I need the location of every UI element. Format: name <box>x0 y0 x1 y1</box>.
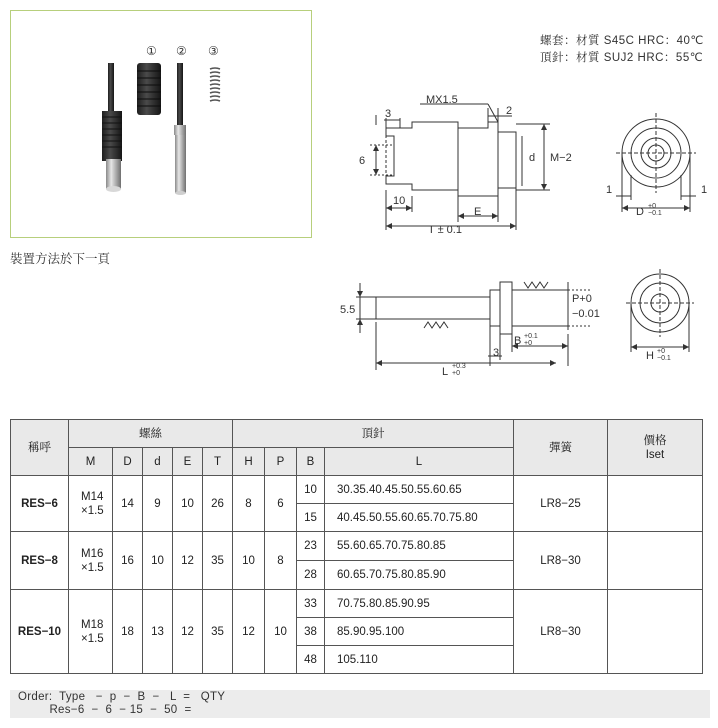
cell-name: RES−6 <box>11 476 69 532</box>
cell-price <box>608 532 703 590</box>
cell-t: 26 <box>203 476 233 532</box>
header-col-p: P <box>265 448 297 476</box>
cell-d-lower: 13 <box>143 590 173 674</box>
header-col-b: B <box>297 448 325 476</box>
cell-h: 10 <box>233 532 265 590</box>
header-pin: 頂針 <box>233 420 514 448</box>
dim-h-tol-lower: −0.1 <box>657 355 671 362</box>
dim-1-right: 1 <box>701 184 708 196</box>
cell-p: 8 <box>265 532 297 590</box>
cell-m-size: M18 <box>81 618 104 631</box>
cell-m <box>69 590 113 674</box>
dim-t-top: T ± 0.1 <box>428 224 462 236</box>
dim-d-top: d <box>529 152 536 164</box>
header-price <box>608 420 703 476</box>
cell-spring: LR8−30 <box>514 532 608 590</box>
order-format-line: Order: Type − p − B − L = QTY <box>18 691 226 703</box>
cell-d-upper: 18 <box>113 590 143 674</box>
cell-price <box>608 590 703 674</box>
cell-name: RES−8 <box>11 532 69 590</box>
dim-d-tol-lower: −0.1 <box>648 210 662 217</box>
dim-thread-label: MX1.5 <box>426 94 458 106</box>
cell-l: 30.35.40.45.50.55.60.65 <box>325 476 514 504</box>
cell-price <box>608 476 703 532</box>
header-price-unit: Iset <box>645 448 665 461</box>
dim-2-top: 2 <box>506 105 513 117</box>
dim-d-end: D <box>636 206 644 218</box>
header-col-e: E <box>173 448 203 476</box>
header-col-h: H <box>233 448 265 476</box>
header-col-l: L <box>325 448 514 476</box>
cell-l: 55.60.65.70.75.80.85 <box>325 532 514 561</box>
dim-l-lower: +0 <box>452 370 460 377</box>
install-note: 裝置方法於下一頁 <box>10 252 111 266</box>
cell-d-upper: 16 <box>113 532 143 590</box>
header-price-label: 價格 <box>643 434 667 447</box>
dim-6-top: 6 <box>359 155 366 167</box>
dim-b-upper: +0.1 <box>524 333 538 340</box>
cell-m-pitch: ×1.5 <box>81 561 104 574</box>
table-row <box>11 590 703 618</box>
cell-m <box>69 532 113 590</box>
table-row <box>11 476 703 504</box>
part-label-3: ③ <box>208 44 219 58</box>
cell-l: 70.75.80.85.90.95 <box>325 590 514 618</box>
dim-3-top: 3 <box>385 108 392 120</box>
cell-p: 10 <box>265 590 297 674</box>
cell-m <box>69 476 113 532</box>
cell-h: 12 <box>233 590 265 674</box>
cell-b: 10 <box>297 476 325 504</box>
cell-t: 35 <box>203 590 233 674</box>
header-spring: 彈簧 <box>514 420 608 476</box>
cell-l: 105.110 <box>325 646 514 674</box>
cell-p: 6 <box>265 476 297 532</box>
dim-l-upper: +0.3 <box>452 363 466 370</box>
cell-d-lower: 9 <box>143 476 173 532</box>
cell-t: 35 <box>203 532 233 590</box>
order-example <box>10 690 710 718</box>
cell-m-pitch: ×1.5 <box>81 632 104 645</box>
header-col-t: T <box>203 448 233 476</box>
dim-55: 5.5 <box>340 304 356 316</box>
dim-p: P+0 <box>572 293 592 305</box>
spec-table <box>10 419 703 674</box>
cell-l: 85.90.95.100 <box>325 618 514 646</box>
header-screw: 螺絲 <box>69 420 233 448</box>
part-label-1: ① <box>146 44 157 58</box>
header-col-d-upper: D <box>113 448 143 476</box>
cell-b: 15 <box>297 504 325 532</box>
cell-name: RES−10 <box>11 590 69 674</box>
dim-3-bottom: 3 <box>493 347 500 359</box>
dim-1-left: 1 <box>606 184 613 196</box>
cell-d-upper: 14 <box>113 476 143 532</box>
cell-e: 12 <box>173 590 203 674</box>
cell-spring: LR8−25 <box>514 476 608 532</box>
cell-b: 38 <box>297 618 325 646</box>
cell-b: 28 <box>297 561 325 590</box>
dim-p-tol: −0.01 <box>572 308 600 320</box>
header-col-d-lower: d <box>143 448 173 476</box>
cell-b: 23 <box>297 532 325 561</box>
dim-h: H <box>646 350 654 362</box>
part-label-2: ② <box>176 44 187 58</box>
cell-spring: LR8−30 <box>514 590 608 674</box>
cell-b: 48 <box>297 646 325 674</box>
cell-l: 40.45.50.55.60.65.70.75.80 <box>325 504 514 532</box>
cell-m-size: M14 <box>81 490 104 503</box>
header-col-m: M <box>69 448 113 476</box>
order-example-line: Res−6 − 6 − 15 − 50 = <box>18 704 192 716</box>
dim-l: L <box>442 366 449 378</box>
dim-m2-top: M−2 <box>550 152 572 164</box>
cell-l: 60.65.70.75.80.85.90 <box>325 561 514 590</box>
material-pin: 頂針：材質 SUJ2 HRC：55℃ <box>540 52 704 64</box>
dim-b: B <box>514 335 522 347</box>
dim-b-lower: +0 <box>524 340 532 347</box>
table-row <box>11 532 703 561</box>
cell-b: 33 <box>297 590 325 618</box>
dim-h-tol-upper: +0 <box>657 348 665 355</box>
dim-10-top: 10 <box>393 195 406 207</box>
cell-e: 10 <box>173 476 203 532</box>
cell-m-size: M16 <box>81 547 104 560</box>
cell-e: 12 <box>173 532 203 590</box>
dim-e-top: E <box>474 206 482 218</box>
cell-m-pitch: ×1.5 <box>81 504 104 517</box>
header-name: 稱呼 <box>11 420 69 476</box>
material-sleeve: 螺套：材質 S45C HRC：40℃ <box>540 35 704 47</box>
dim-d-tol-upper: +0 <box>648 203 656 210</box>
cell-h: 8 <box>233 476 265 532</box>
cell-d-lower: 10 <box>143 532 173 590</box>
